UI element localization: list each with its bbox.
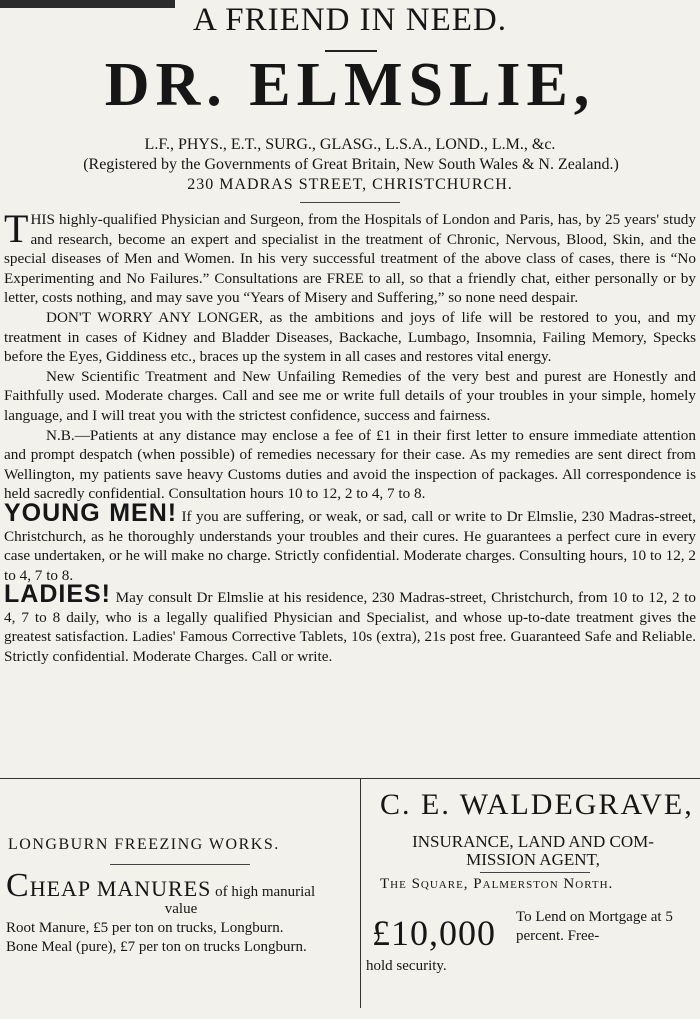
- freehold-text: hold security.: [366, 958, 447, 974]
- credentials: L.F., PHYS., E.T., SURG., GLASG., L.S.A., LOND., L.M., &c.: [144, 136, 556, 153]
- bone-meal: Bone Meal (pure), £7 per ton on trucks Longburn.: [6, 939, 307, 955]
- cheap-manures-heading: CHEAP MANURES: [6, 867, 212, 904]
- cheap-manures-tail: of high manurial: [215, 884, 316, 900]
- ladies-label: LADIES!: [4, 580, 111, 609]
- section-rule: [0, 778, 700, 779]
- intro-text: HIS highly-qualified Physician and Surgeon, from the Hospitals of London and Paris, has, by 25 years' study and research, become an expert and specialist in the treatment of Chronic, Nervous, Blood, Skin, and the special diseases of Men and Women. In his very successful treatment of the above class of cases, there is “No Experimenting and No Failures.” Consultations are FREE to all, so that a friendly chat, either personally or by letter, costs nothing, and may save you “Years of Misery and Suffering,” so none need despair.: [4, 211, 696, 307]
- ladies-paragraph: [4, 580, 697, 666]
- value-text: value: [164, 901, 198, 917]
- nb-paragraph: N.B.—Patients at any distance may enclose a fee of £1 in their first letter to ensure immediate attention and prompt despatch (when possible) of remedies necessary for their case. As my remedies are sent direct from Wellington, my patients save heavy Customs duties and avoid the inspection of packages. All correspondence is held sacredly confidential. Consultation hours 10 to 12, 2 to 4, 7 to 8.: [4, 426, 696, 503]
- registration: (Registered by the Governments of Great Britain, New South Wales & N. Zealand.): [83, 156, 619, 173]
- longburn-ad: [6, 867, 356, 957]
- ladies-text: May consult Dr Elmslie at his residence, 230 Madras-street, Christchurch, from 10 to 12, 2 to 4, 7 to 8 daily, who is a legally qualified Physician and Specialist, and whose up-to-date treatment gives the greatest satisfaction. Ladies' Famous Corrective Tablets, 10s (extra), 21s post free. Guaranteed Safe and Reliable. Strictly confidential. Moderate Charges. Call or write.: [4, 589, 697, 666]
- advertisement-body: [4, 206, 697, 667]
- agent-name: C. E. WALDEGRAVE,: [380, 788, 694, 821]
- young-men-label: YOUNG MEN!: [4, 498, 178, 527]
- loan-terms: To Lend on Mortgage at 5 percent. Free-: [516, 909, 673, 944]
- agent-line-2: MISSION AGENT,: [466, 850, 600, 869]
- address: 230 MADRAS STREET, CHRISTCHURCH.: [187, 176, 513, 193]
- young-men-paragraph: [4, 498, 697, 585]
- loan-amount: £10,000: [372, 913, 496, 953]
- doctor-name: DR. ELMSLIE,: [104, 51, 596, 119]
- root-manure: Root Manure, £5 per ton on trucks, Longburn.: [6, 920, 284, 936]
- longburn-title: LONGBURN FREEZING WORKS.: [8, 836, 280, 853]
- column-rule: [360, 778, 361, 1008]
- headline: A FRIEND IN NEED.: [193, 2, 507, 38]
- young-men-text: If you are suffering, or weak, or sad, call or write to Dr Elmslie, 230 Madras-street, Christchurch, as he thoroughly understands your troubles and their cures. He guarantees a perfect cure in every case undertaken, or he will make no charge. Strictly confidential. Moderate charges. Consulting hours, 10 to 12, 2 to 4, 7 to 8.: [4, 507, 697, 584]
- dont-worry-paragraph: DON'T WORRY ANY LONGER, as the ambitions and joys of life will be restored to you, and my treatment in cases of Kidney and Bladder Diseases, Backache, Lumbago, Insomnia, Failing Memory, Specks before the Eyes, Giddiness etc., braces up the system in all cases and restores vital energy.: [4, 308, 696, 366]
- divider-rule: [480, 872, 590, 873]
- drop-cap: T: [4, 206, 29, 251]
- cheap-manures-line: [6, 867, 356, 904]
- treatment-paragraph: New Scientific Treatment and New Unfailing Remedies of the very best and purest are Honestly and Faithfully used. Moderate charges. Call and see me or write full details of your troubles in your simple, homely language, and I will treat you with the strictest confidence, success and fairness.: [4, 367, 696, 424]
- intro-paragraph: [4, 206, 696, 308]
- divider-rule: [300, 202, 400, 203]
- agent-line-1: INSURANCE, LAND AND COM-: [412, 832, 654, 851]
- agent-place: The Square, Palmerston North.: [380, 876, 614, 892]
- divider-rule: [110, 864, 250, 865]
